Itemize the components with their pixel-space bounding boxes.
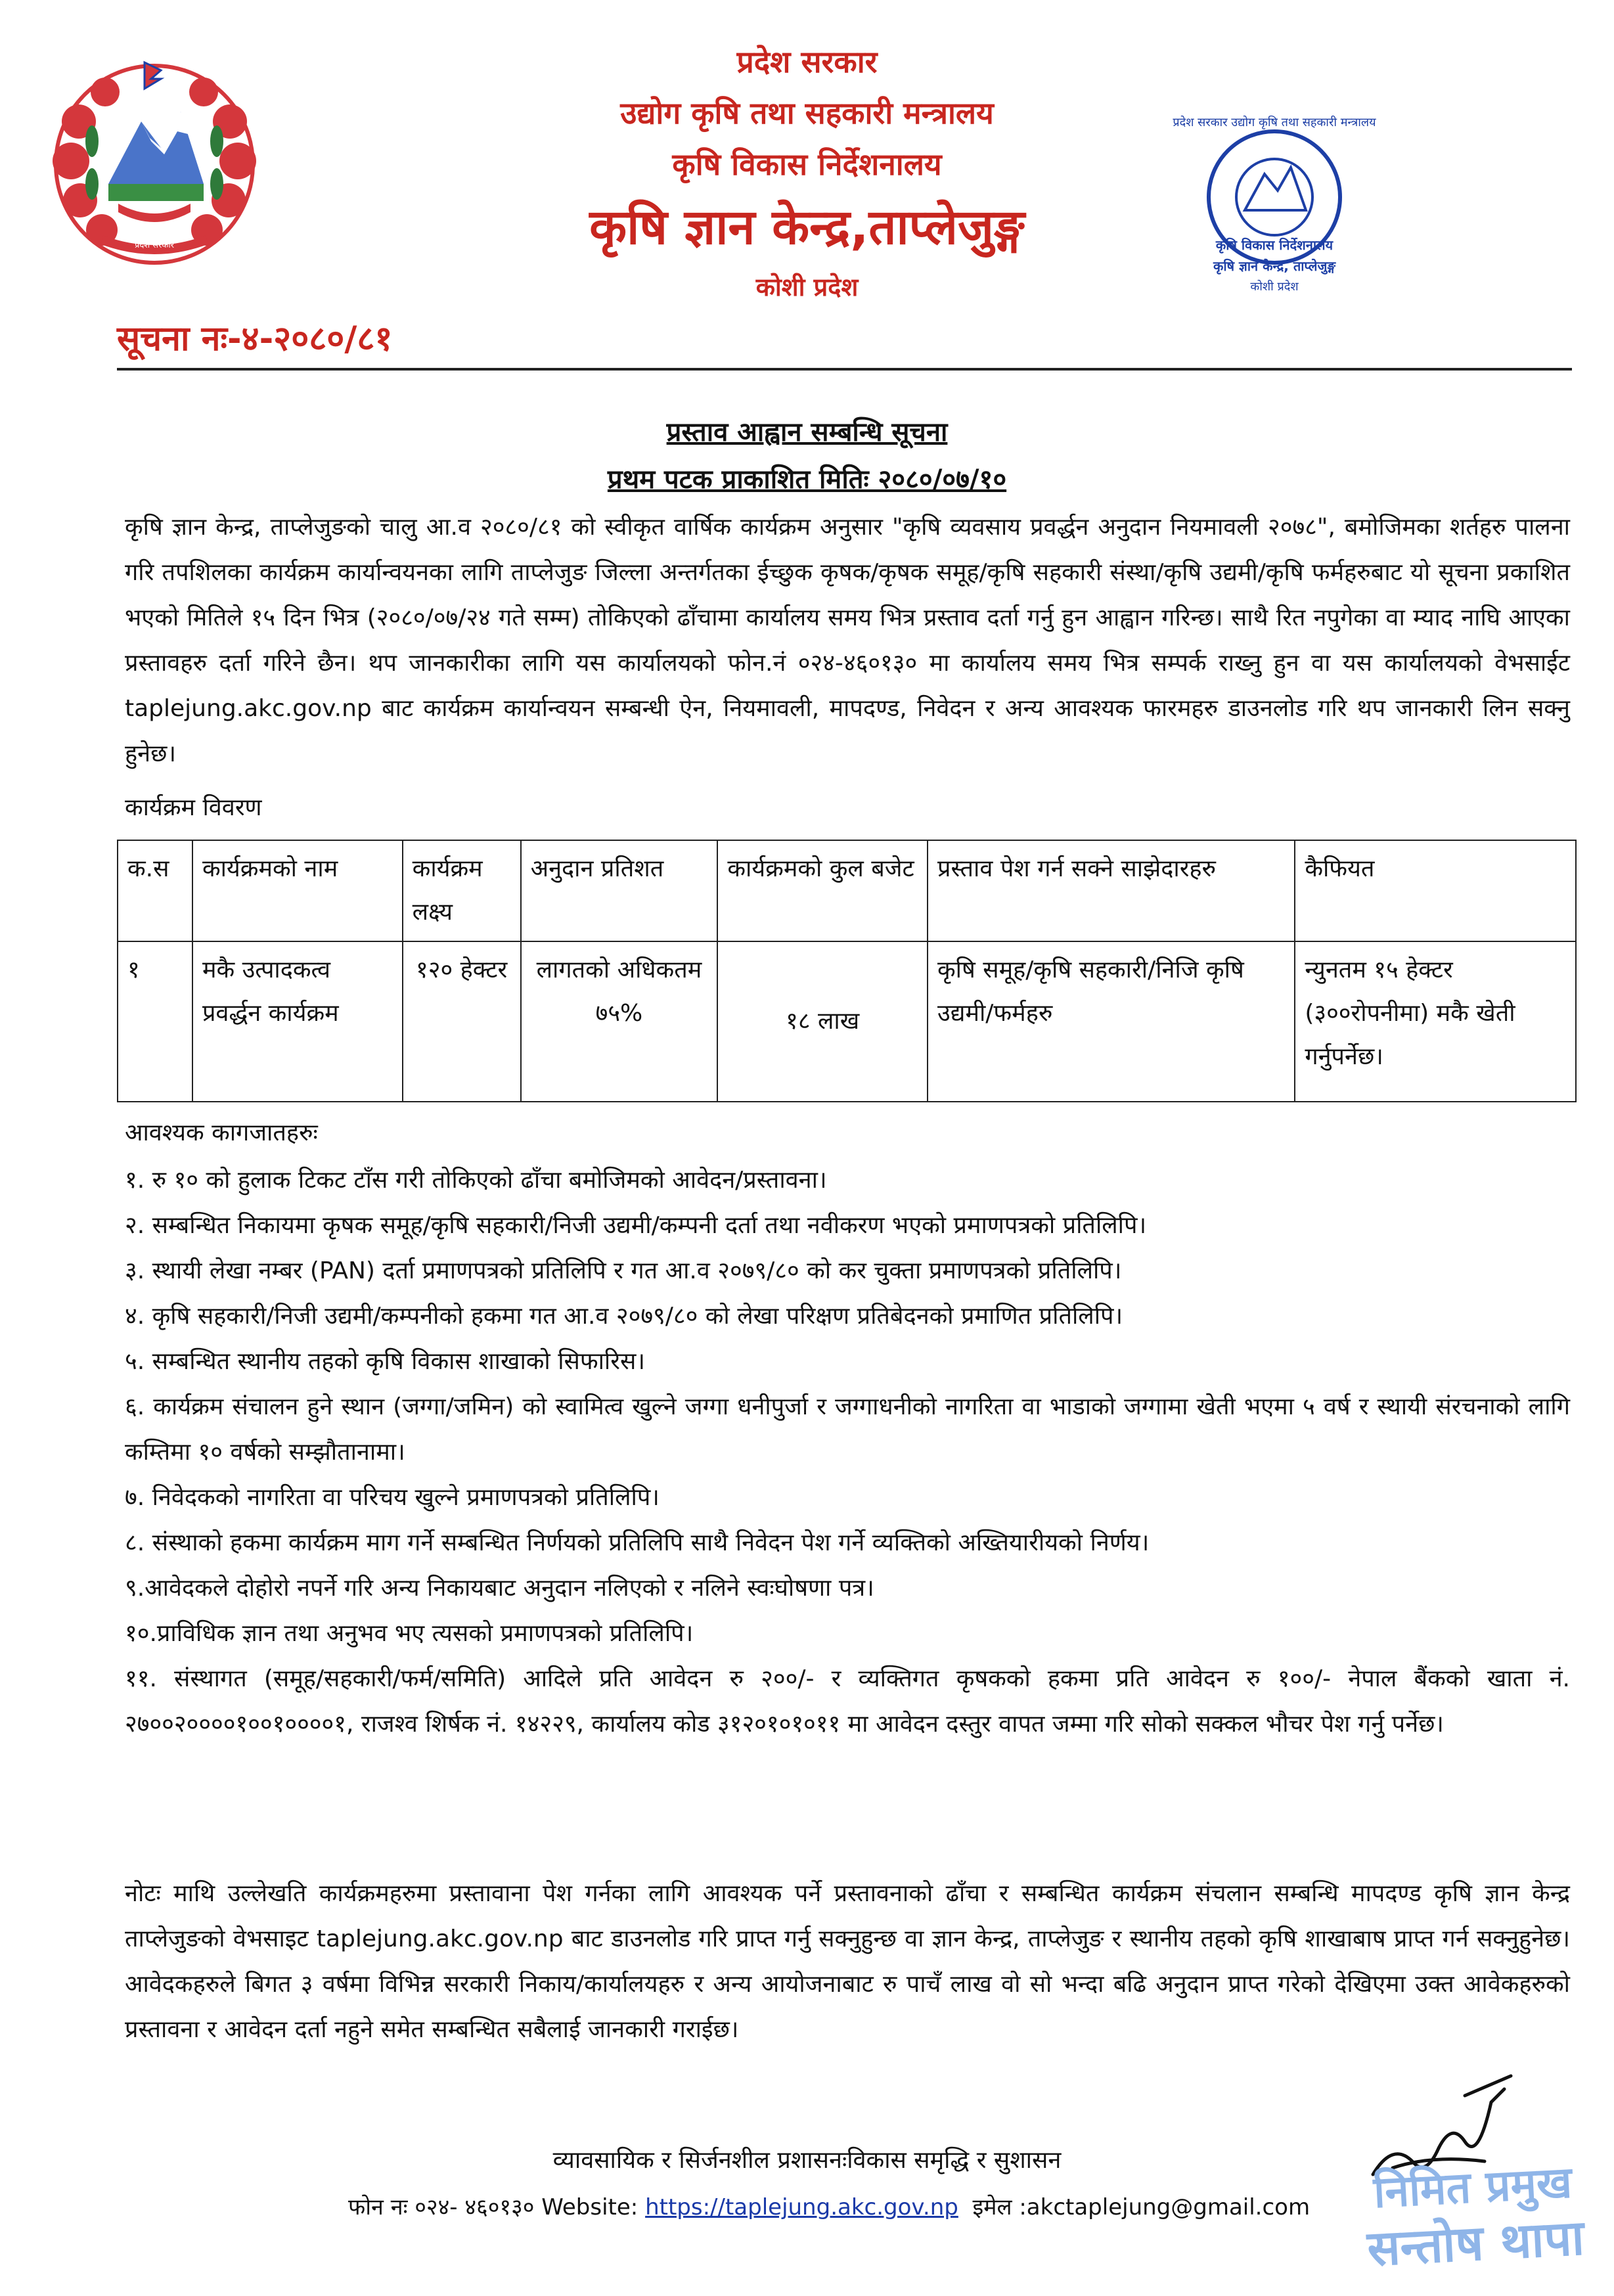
list-item: १. रु १० को हुलाक टिकट टाँस गरी तोकिएको ढाँचा बमोजिमको आवेदन/प्रस्तावना।: [125, 1167, 827, 1194]
table-header-cell: कार्यक्रम लक्ष्य: [403, 840, 521, 941]
list-item: ६. कार्यक्रम संचालन हुने स्थान (जग्गा/जमिन) को स्वामित्व खुल्ने जग्गा धनीपुर्जा र जग्गाधनीको नागरिता वा भाडाको जग्गामा खेती भएमा ५ वर्ष र स्थायी संरचनाको लागि कम्तिमा १० वर्षको सम्झौतानामा।: [125, 1393, 1570, 1466]
list-item: ७. निवेदकको नागरिता वा परिचय खुल्ने प्रमाणपत्रको प्रतिलिपि।: [125, 1484, 660, 1511]
table-cell: न्युनतम १५ हेक्टर (३००रोपनीमा) मकै खेती गर्नुपर्नेछ।: [1295, 941, 1576, 1102]
program-table: [117, 840, 1577, 1102]
list-item: ८. संस्थाको हकमा कार्यक्रम माग गर्ने सम्बन्धित निर्णयको प्रतिलिपि साथै निवेदन पेश गर्ने व्यक्तिको अख्तियारीयको निर्णय।: [125, 1529, 1150, 1556]
stamp-ring-text: प्रदेश सरकार उद्योग कृषि तथा सहकारी मन्त्रालय: [1173, 116, 1376, 129]
footer-contact: [348, 2191, 1310, 2221]
header-line-government: प्रदेश सरकार: [736, 44, 878, 79]
documents-heading: आवश्यक कागजातहरुः: [125, 1119, 318, 1146]
table-header-cell: कार्यक्रमको नाम: [192, 840, 403, 941]
website-label: Website:: [541, 2194, 639, 2220]
stamp-line-3: कोशी प्रदेश: [1250, 280, 1299, 294]
notice-title: प्रस्ताव आह्वान सम्बन्धि सूचना: [666, 417, 948, 447]
intro-paragraph: कृषि ज्ञान केन्द्र, ताप्लेजुङको चालु आ.व २०८०/८१ को स्वीकृत वार्षिक कार्यक्रम अनुसार "कृषि व्यवसाय प्रवर्द्धन अनुदान नियमावली २०७८", बमोजिमका शर्तहरु पालना गरि तपशिलका कार्यक्रम कार्यान्वयनका लागि ताप्लेजुङ जिल्ला अन्तर्गतका ईच्छुक कृषक/कृषक समूह/कृषि सहकारी संस्था/कृषि उद्यमी/कृषि फर्महरुबाट यो सूचना प्रकाशित भएको मितिले १५ दिन भित्र (२०८०/०७/२४ गते सम्म) तोकिएको ढाँचामा कार्यालय समय भित्र प्रस्ताव दर्ता गर्नु हुन आह्वान गरिन्छ। साथै रित नपुगेका वा म्याद नाघि आएका प्रस्तावहरु दर्ता गरिने छैन। थप जानकारीका लागि यस कार्यालयको फोन.नं ०२४-४६०१३० मा कार्यालय समय भित्र सम्पर्क राख्नु हुन वा यस कार्यालयको वेभसाईट taplejung.akc.gov.np बाट कार्यक्रम कार्यान्वयन सम्बन्धी ऐन, नियमावली, मापदण्ड, निवेदन र अन्य आवश्यक फारमहरु डाउनलोड गरि थप जानकारी लिन सक्नु हुनेछ।: [125, 514, 1570, 767]
list-item: ९.आवेदकले दोहोरो नपर्ने गरि अन्य निकायबाट अनुदान नलिएको र नलिने स्वःघोषणा पत्र।: [125, 1575, 874, 1602]
stamp-line-2: कृषि ज्ञान केन्द्र, ताप्लेजुङ्ग: [1213, 258, 1336, 274]
office-stamp: [1150, 99, 1399, 348]
header-office-name: कृषि ज्ञान केन्द्र,ताप्लेजुङ्ग: [589, 199, 1025, 256]
table-cell: १२० हेक्टर: [403, 941, 521, 1102]
table-header-cell: प्रस्ताव पेश गर्न सक्ने साझेदारहरु: [928, 840, 1295, 941]
table-header-cell: क.स: [118, 840, 192, 941]
official-stamp-name: सन्तोष थापा: [1366, 2209, 1586, 2278]
table-header-cell: अनुदान प्रतिशत: [521, 840, 718, 941]
stamp-line-1: कृषि विकास निर्देशनालय: [1215, 237, 1334, 253]
official-stamp-title: निमित प्रमुख: [1372, 2157, 1573, 2218]
table-header-cell: कार्यक्रमको कुल बजेट: [717, 840, 928, 941]
footer-slogan: व्यावसायिक र सिर्जनशील प्रशासनःविकास समृद्धि र सुशासन: [552, 2147, 1062, 2174]
list-item: ४. कृषि सहकारी/निजी उद्यमी/कम्पनीको हकमा गत आ.व २०७९/८० को लेखा परिक्षण प्रतिबेदनको प्रमाणित प्रतिलिपि।: [125, 1303, 1123, 1330]
list-item: १०.प्राविधिक ज्ञान तथा अनुभव भए त्यसको प्रमाणपत्रको प्रतिलिपि।: [125, 1620, 694, 1647]
published-date: प्रथम पटक प्राकाशित मितिः २०८०/०७/१०: [607, 464, 1007, 495]
phone-label: फोन नः: [348, 2194, 408, 2220]
official-name-stamp: [1330, 2154, 1614, 2296]
notice-number: सूचना नः-४-२०८०/८१: [117, 319, 393, 359]
table-header-row: [118, 840, 1576, 941]
table-cell: १: [118, 941, 192, 1102]
table-row: [118, 941, 1576, 1102]
list-item: ११. संस्थागत (समूह/सहकारी/फर्म/समिति) आदिले प्रति आवेदन रु २००/- र व्यक्तिगत कृषकको हकमा प्रति आवेदन रु १००/- नेपाल बैंकको खाता नं. २७००२००००१००१००००१, राजश्व शिर्षक नं. १४२२९, कार्यालय कोड ३१२०१०१०११ मा आवेदन दस्तुर वापत जम्मा गरि सोको सक्कल भौचर पेश गर्नु पर्नेछ।: [125, 1665, 1570, 1738]
table-cell: कृषि समूह/कृषि सहकारी/निजि कृषि उद्यमी/फर्महरु: [928, 941, 1295, 1102]
table-cell: लागतको अधिकतम ७५%: [521, 941, 718, 1102]
emblem-ribbon-text: प्रदेश सरकार: [134, 240, 175, 250]
documents-list: [125, 1158, 1570, 1747]
note-paragraph: नोटः माथि उल्लेखति कार्यक्रमहरुमा प्रस्तावाना पेश गर्नका लागि आवश्यक पर्ने प्रस्तावनाको ढाँचा र सम्बन्धित कार्यक्रम संचलान सम्बन्धि मापदण्ड कृषि ज्ञान केन्द्र ताप्लेजुङको वेभसाइट taplejung.akc.gov.np बाट डाउनलोड गरि प्राप्त गर्नु सक्नुहुन्छ वा ज्ञान केन्द्र, ताप्लेजुङ र स्थानीय तहको कृषि शाखाबाष प्राप्त गर्न सक्नुहुनेछ। आवेदकहरुले बिगत ३ वर्षमा विभिन्न सरकारी निकाय/कार्यालयहरु र अन्य आयोजनाबाट रु पाचँ लाख वो सो भन्दा बढि अनुदान प्राप्त गरेको देखिएमा उक्त आवेकहरुको प्रस्तावना र आवेदन दर्ता नहुने समेत सम्बन्धित सबैलाई जानकारी गराईछ।: [125, 1880, 1570, 2043]
header-line-ministry: उद्योग कृषि तथा सहकारी मन्त्रालय: [620, 95, 994, 131]
table-cell: मकै उत्पादकत्व प्रवर्द्धन कार्यक्रम: [192, 941, 403, 1102]
phone-number: ०२४- ४६०१३०: [415, 2194, 535, 2220]
website-link[interactable]: https://taplejung.akc.gov.np: [645, 2194, 958, 2220]
email-address[interactable]: :akctaplejung@gmail.com: [1019, 2194, 1311, 2220]
list-item: २. सम्बन्धित निकायमा कृषक समूह/कृषि सहकारी/निजी उद्यमी/कम्पनी दर्ता तथा नवीकरण भएको प्रमाणपत्रको प्रतिलिपि।: [125, 1212, 1147, 1239]
header-line-directorate: कृषि विकास निर्देशनालय: [672, 146, 942, 182]
list-item: ५. सम्बन्धित स्थानीय तहको कृषि विकास शाखाको सिफारिस।: [125, 1348, 645, 1375]
table-header-cell: कैफियत: [1295, 840, 1576, 941]
header-province: कोशी प्रदेश: [755, 273, 859, 302]
table-cell: १८ लाख: [717, 941, 928, 1102]
email-label: इमेल: [972, 2194, 1012, 2220]
header-divider: [117, 368, 1572, 371]
list-item: ३. स्थायी लेखा नम्बर (PAN) दर्ता प्रमाणपत्रको प्रतिलिपि र गत आ.व २०७९/८० को कर चुक्ता प्रमाणपत्रको प्रतिलिपि।: [125, 1257, 1122, 1284]
program-heading: कार्यक्रम विवरण: [125, 794, 262, 821]
